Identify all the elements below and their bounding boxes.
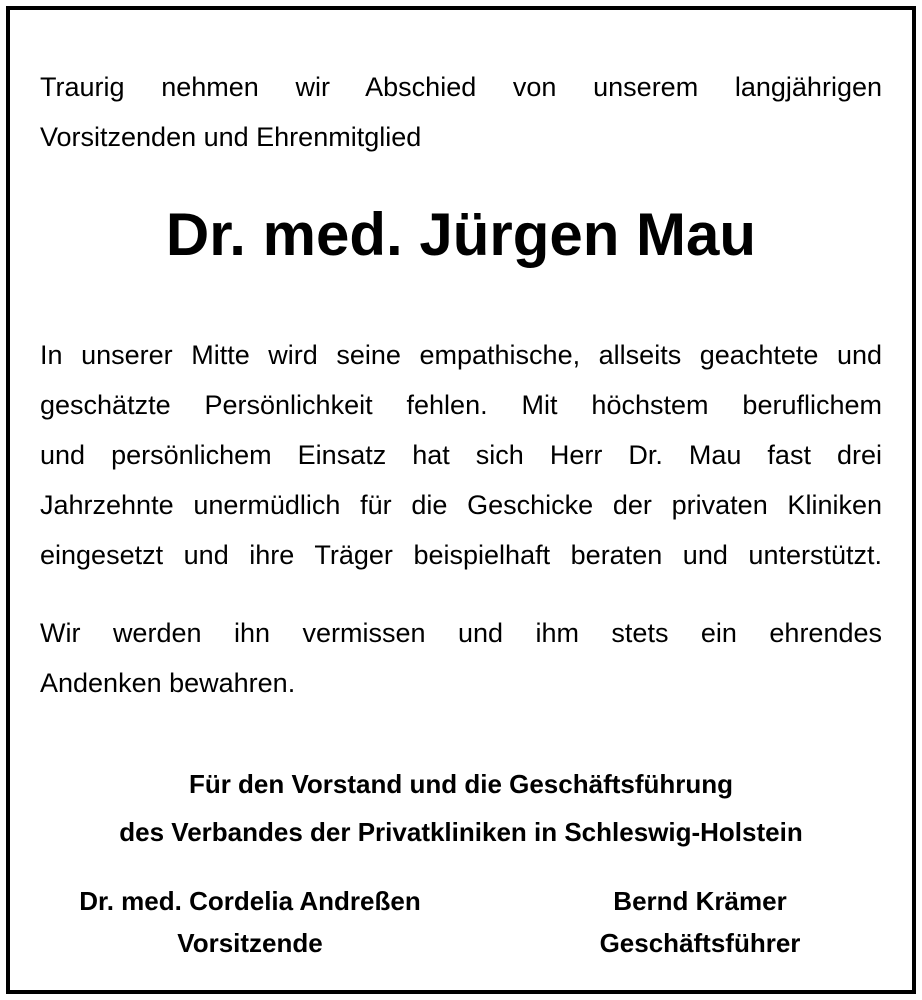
tribute-line: geschätzte Persönlichkeit fehlen. Mit höchstem beruflichem	[40, 390, 882, 420]
tribute-line: In unserer Mitte wird seine empathische, allseits geachtete und	[40, 340, 882, 370]
signer-name: Dr. med. Cordelia Andreßen	[79, 886, 421, 916]
signer-name: Bernd Krämer	[613, 886, 787, 916]
obituary-content	[40, 10, 882, 990]
intro-line: Traurig nehmen wir Abschied von unserem langjährigen	[40, 72, 882, 102]
intro-text	[40, 62, 882, 162]
signer-managing-director	[570, 880, 830, 964]
tribute-line: Jahrzehnte unermüdlich für die Geschicke der privaten Kliniken	[40, 490, 882, 520]
tribute-line: eingesetzt und ihre Träger beispielhaft beraten und unterstützt.	[40, 540, 882, 570]
obituary-frame	[6, 6, 916, 994]
remembrance-paragraph	[40, 608, 882, 708]
signoff	[40, 760, 882, 856]
signoff-line: Für den Vorstand und die Geschäftsführung	[188, 769, 734, 799]
signer-chair	[40, 880, 460, 964]
signer-role: Vorsitzende	[177, 928, 323, 958]
signer-role: Geschäftsführer	[599, 928, 801, 958]
deceased-name: Dr. med. Jürgen Mau	[165, 201, 757, 268]
remembrance-line: Wir werden ihn vermissen und ihm stets ein ehrendes	[40, 618, 882, 648]
tribute-line: und persönlichem Einsatz hat sich Herr Dr. Mau fast drei	[40, 440, 882, 470]
intro-line: Vorsitzenden und Ehrenmitglied	[40, 122, 422, 152]
tribute-paragraph	[40, 330, 882, 580]
remembrance-line: Andenken bewahren.	[40, 668, 296, 698]
signoff-line: des Verbandes der Privatkliniken in Schleswig-Holstein	[119, 817, 803, 847]
